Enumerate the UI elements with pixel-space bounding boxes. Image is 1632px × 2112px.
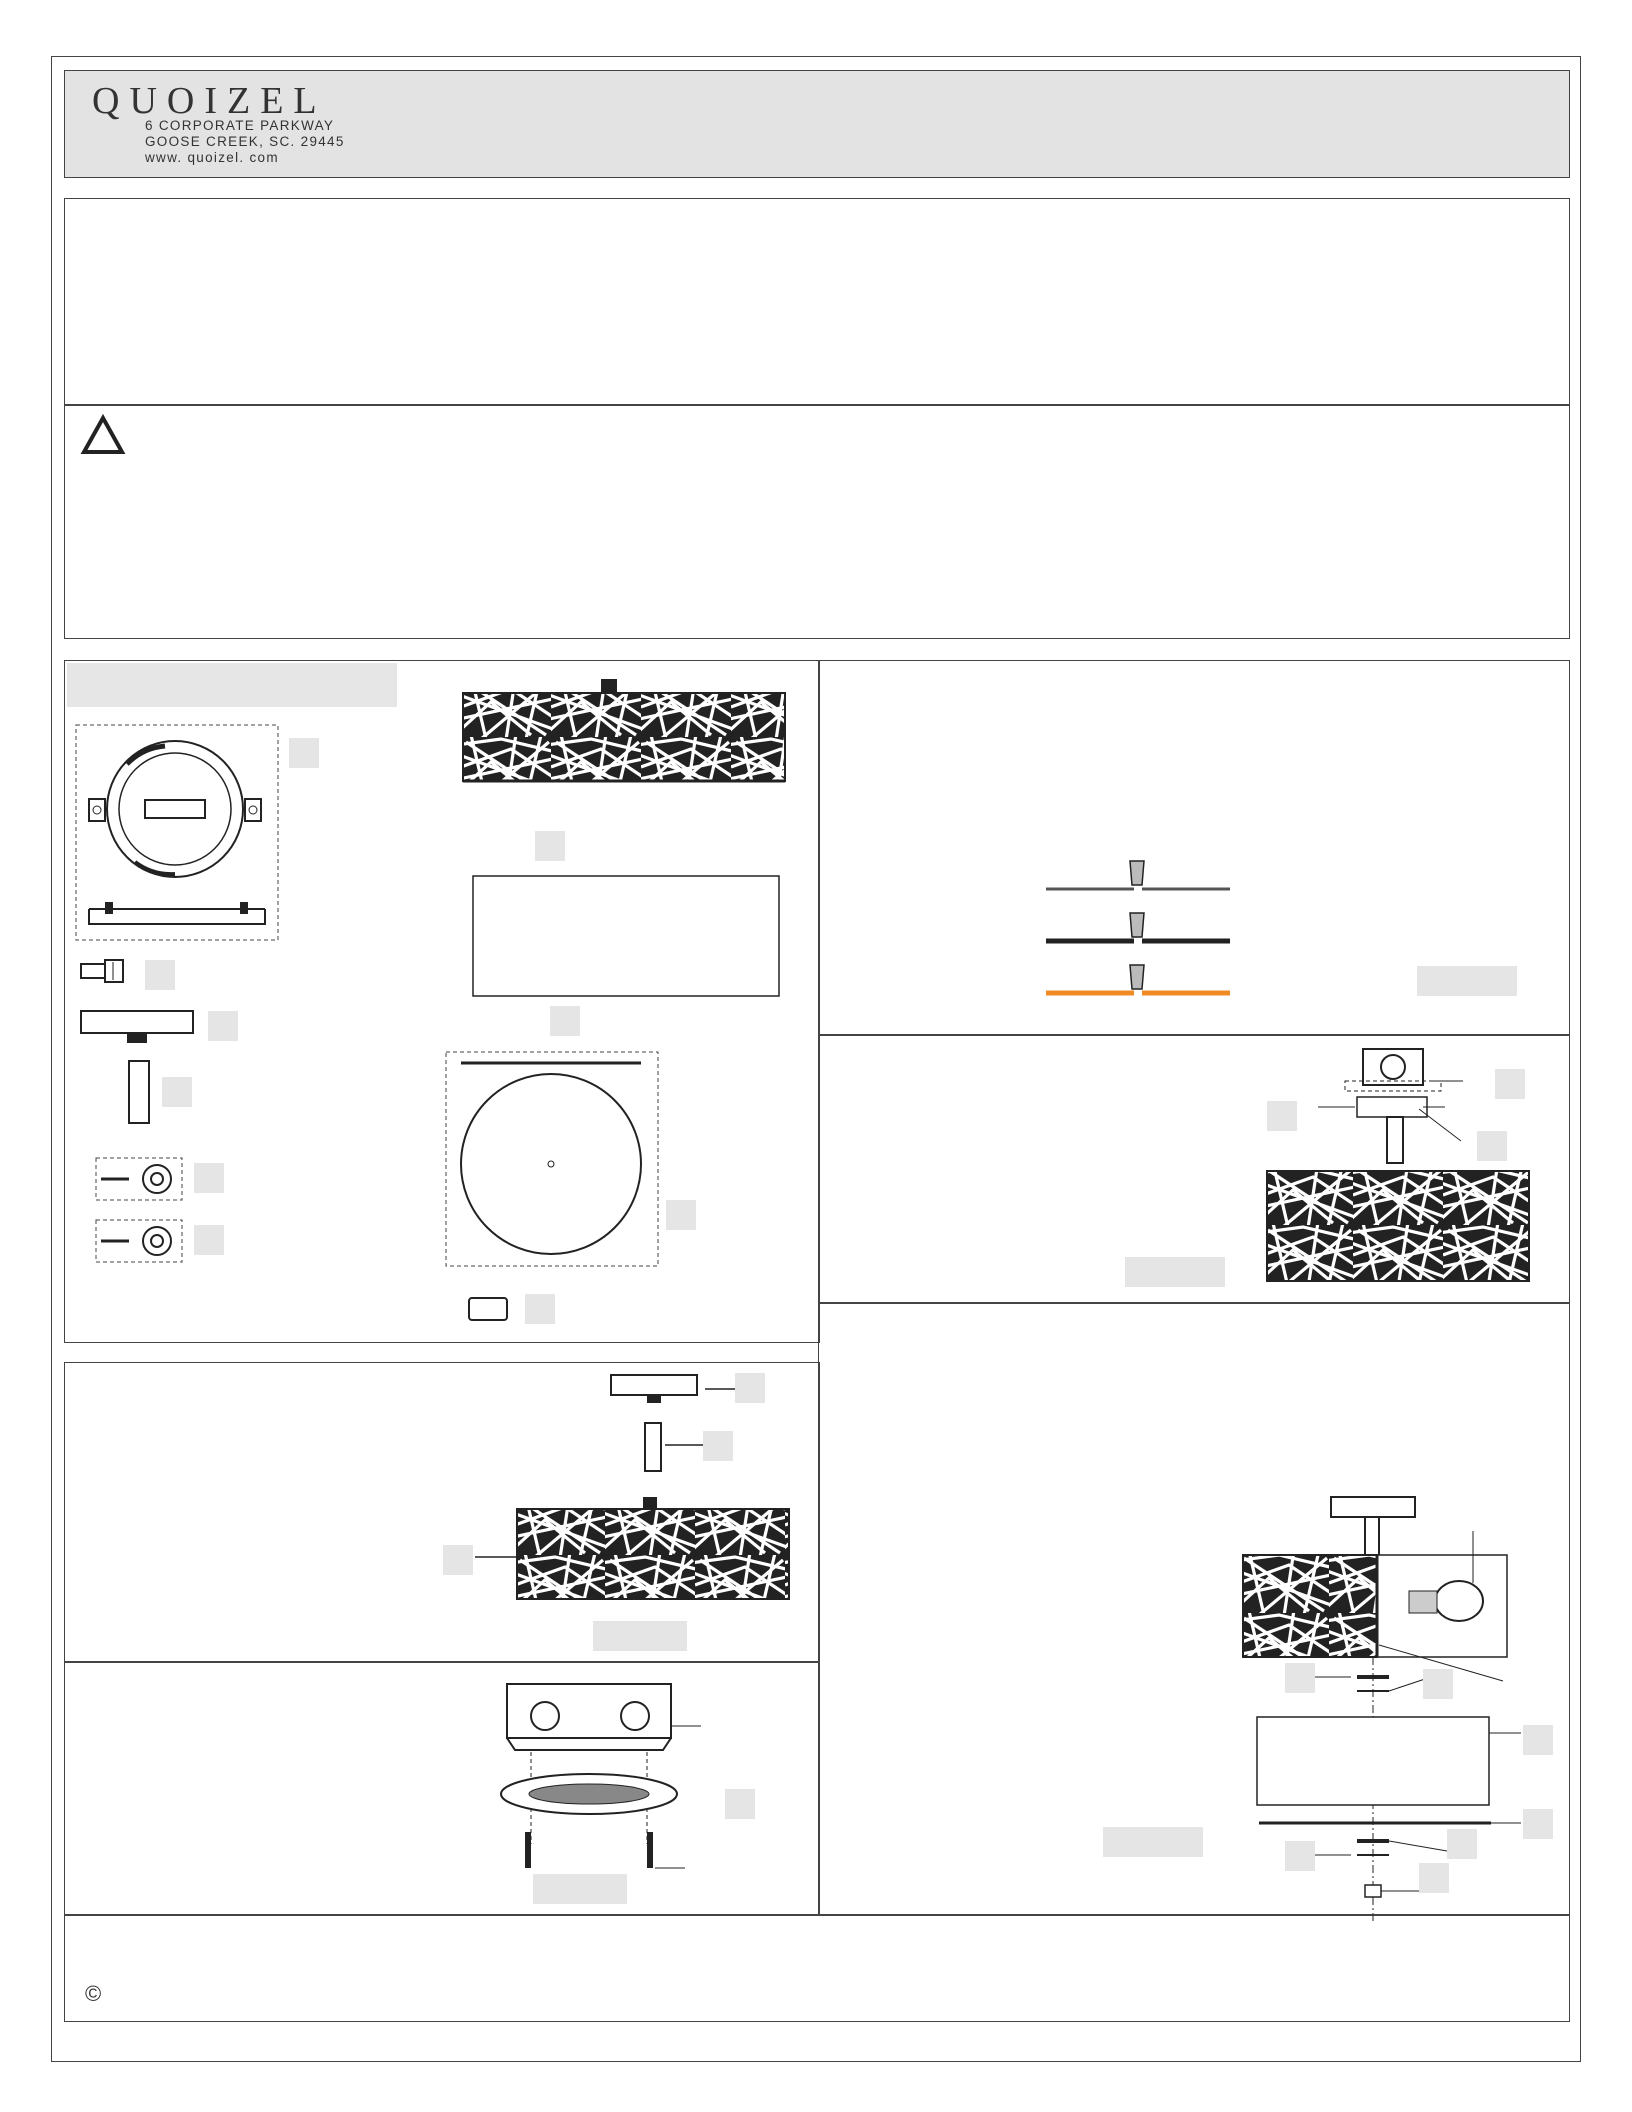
washer-set-2-illustration [95, 1219, 195, 1265]
leader-line [475, 1551, 545, 1571]
part-label-h [550, 1006, 580, 1036]
step-attach-fixture-section [818, 1034, 1570, 1304]
part-label-b [145, 960, 175, 990]
address-line-1: 6 CORPORATE PARKWAY [145, 118, 335, 133]
canopy-illustration [609, 1373, 709, 1407]
fabric-shade-illustration [471, 874, 781, 999]
part-label-a [289, 738, 319, 768]
callout-label-g [443, 1545, 473, 1575]
part-label-e [194, 1163, 224, 1193]
part-label-d [162, 1077, 192, 1107]
canopy-illustration [79, 1009, 199, 1049]
finial-illustration [467, 1295, 511, 1325]
down-rod-illustration [127, 1059, 157, 1129]
step-rod-assembly-section [64, 1362, 820, 1663]
callout-label-c [1477, 1131, 1507, 1161]
warning-section [64, 404, 1570, 639]
header-banner [64, 70, 1570, 178]
step-wiring-section [818, 660, 1570, 1036]
wiring-diagram [1044, 841, 1244, 1011]
parts-list-heading [67, 663, 397, 707]
figure-label [593, 1621, 687, 1651]
callout-label-a [725, 1789, 755, 1819]
callout-label-j [1419, 1863, 1449, 1893]
part-label-j [525, 1294, 555, 1324]
figure-label [1103, 1827, 1203, 1857]
callout-label-i [1523, 1809, 1553, 1839]
callout-label-f [1423, 1669, 1453, 1699]
warning-triangle-icon [81, 415, 125, 455]
part-label-c [208, 1011, 238, 1041]
callout-label-b [1267, 1101, 1297, 1131]
mounting-plate-illustration [75, 724, 280, 944]
figure-label [533, 1874, 627, 1904]
diffuser-illustration [445, 1051, 660, 1269]
footer-section [64, 1914, 1570, 2022]
patterned-shade-illustration [515, 1495, 805, 1625]
washer-set-1-illustration [95, 1157, 195, 1203]
part-label-g [535, 831, 565, 861]
patterned-shade-illustration [461, 677, 791, 807]
callout-label-c [735, 1373, 765, 1403]
callout-label-a [1495, 1069, 1525, 1099]
step-shade-install-section [818, 1302, 1570, 1916]
callout-label-e-lower [1447, 1829, 1477, 1859]
callout-label-d [703, 1431, 733, 1461]
junction-box-illustration [495, 1674, 715, 1904]
copyright-symbol: © [85, 1981, 102, 2006]
step-mount-plate-section [64, 1661, 820, 1916]
figure-label [1125, 1257, 1225, 1287]
callout-label-f-lower [1285, 1841, 1315, 1871]
parts-list-section [64, 660, 820, 1343]
intro-section [64, 198, 1570, 406]
callout-label-h [1523, 1725, 1553, 1755]
exploded-shade-illustration [1239, 1493, 1539, 1933]
figure-label [1417, 966, 1517, 996]
address-line-2: GOOSE CREEK, SC. 29445 [145, 134, 345, 149]
part-label-i [666, 1200, 696, 1230]
part-label-f [194, 1225, 224, 1255]
website: www. quoizel. com [145, 150, 279, 165]
brand-logo: QUOIZEL [92, 80, 327, 122]
callout-label-e [1285, 1663, 1315, 1693]
mounting-screws-illustration [79, 958, 139, 988]
